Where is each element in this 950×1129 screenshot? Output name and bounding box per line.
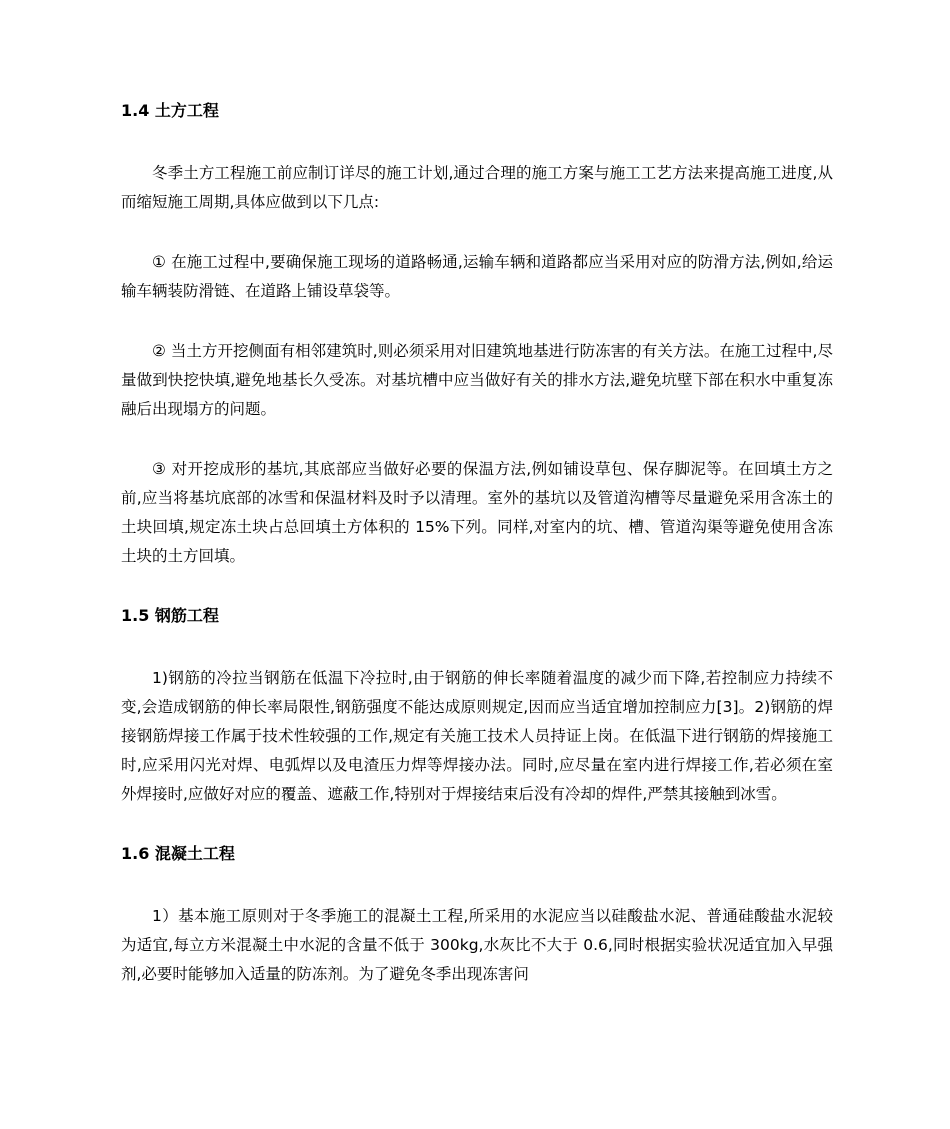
paragraph-rebar: 1)钢筋的冷拉当钢筋在低温下冷拉时,由于钢筋的伸长率随着温度的减少而下降,若控制应力持续不变,会造成钢筋的伸长率局限性,钢筋强度不能达成原则规定,因而应当适宜增加控制应力[3]。2)钢筋的焊接钢筋焊接工作属于技术性较强的工作,规定有关施工技术人员持证上岗。在低温下进行钢筋的焊接施工时,应采用闪光对焊、电弧焊以及电渣压力焊等焊接办法。同时,应尽量在室内进行焊接工作,若必须在室外焊接时,应做好对应的覆盖、遮蔽工作,特别对于焊接结束后没有冷却的焊件,严禁其接触到冰雪。 — [121, 669, 833, 803]
paragraph-point-1: ① 在施工过程中,要确保施工现场的道路畅通,运输车辆和道路都应当采用对应的防滑方法,例如,给运输车辆装防滑链、在道路上铺设草袋等。 — [121, 253, 833, 300]
paragraph-point-2: ② 当土方开挖侧面有相邻建筑时,则必须采用对旧建筑地基进行防冻害的有关方法。在施工过程中,尽量做到快挖快填,避免地基长久受冻。对基坑槽中应当做好有关的排水方法,避免坑壁下部在积水中重复冻融后出现塌方的问题。 — [121, 342, 833, 418]
document-page — [121, 97, 833, 989]
section-heading-1-5: 1.5 钢筋工程 — [121, 606, 219, 625]
section-heading-1-6: 1.6 混凝土工程 — [121, 844, 235, 863]
paragraph-concrete: 1）基本施工原则对于冬季施工的混凝土工程,所采用的水泥应当以硅酸盐水泥、普通硅酸盐水泥较为适宜,每立方米混凝土中水泥的含量不低于 300kg,水灰比不大于 0.6,同时根据实验状况适宜加入早强剂,必要时能够加入适量的防冻剂。为了避免冬季出现冻害问 — [121, 907, 833, 983]
paragraph-point-3: ③ 对开挖成形的基坑,其底部应当做好必要的保温方法,例如铺设草包、保存脚泥等。在回填土方之前,应当将基坑底部的冰雪和保温材料及时予以清理。室外的基坑以及管道沟槽等尽量避免采用含冻土的土块回填,规定冻土块占总回填土方体积的 15%下列。同样,对室内的坑、槽、管道沟渠等避免使用含冻土块的土方回填。 — [121, 460, 833, 565]
paragraph-intro: 冬季土方工程施工前应制订详尽的施工计划,通过合理的施工方案与施工工艺方法来提高施工进度,从而缩短施工周期,具体应做到以下几点: — [121, 164, 833, 211]
section-heading-1-4: 1.4 土方工程 — [121, 101, 219, 120]
